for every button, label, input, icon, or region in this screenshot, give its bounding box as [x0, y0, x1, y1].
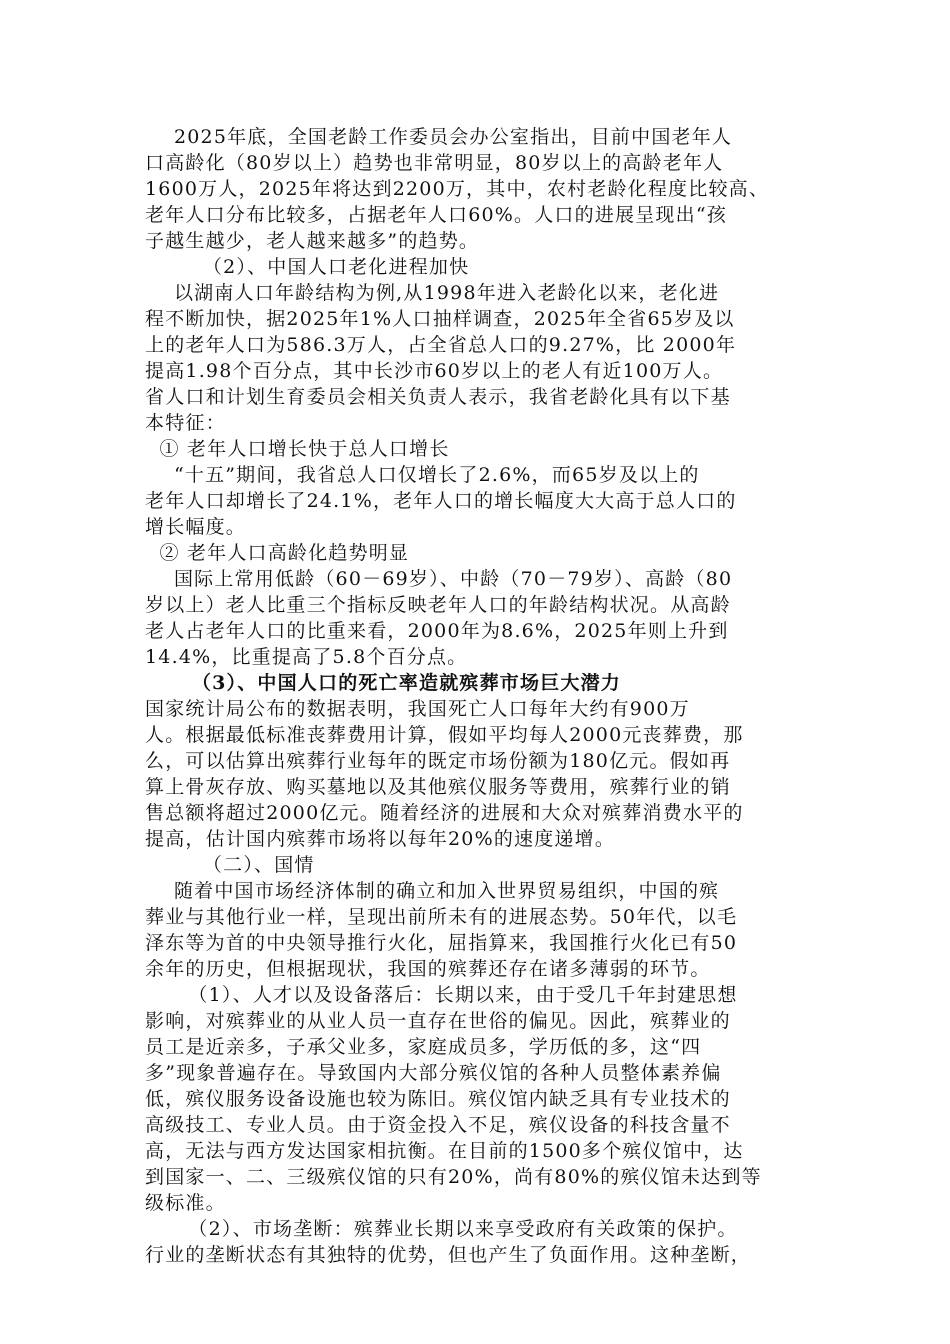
- text-line: 2025年底，全国老龄工作委员会办公室指出，目前中国老年人: [145, 126, 733, 148]
- text-line: 泽东等为首的中央领导推行火化，屈指算来，我国推行火化已有50: [145, 932, 738, 954]
- text-line: （2）、市场垄断：殡葬业长期以来享受政府有关政策的保护。: [145, 1218, 738, 1240]
- text-line: 老年人口分布比较多，占据老年人口60%。人口的进展呈现出“孩: [145, 204, 727, 226]
- text-line: 影响，对殡葬业的从业人员一直存在世俗的偏见。因此，殡葬业的: [145, 1010, 731, 1032]
- text-line: 以湖南人口年龄结构为例,从1998年进入老龄化以来，老化进: [145, 282, 720, 304]
- text-line: 行业的垄断状态有其独特的优势，但也产生了负面作用。这种垄断，: [145, 1244, 752, 1266]
- text-line: 省人口和计划生育委员会相关负责人表示，我省老龄化具有以下基: [145, 386, 731, 408]
- section-heading: （2）、中国人口老化进程加快: [145, 256, 470, 278]
- text-line: 到国家一、二、三级殡仪馆的只有20%，尚有80%的殡仪馆未达到等: [145, 1166, 762, 1188]
- list-item-heading: ① 老年人口增长快于总人口增长: [145, 438, 450, 460]
- text-line: 多”现象普遍存在。导致国内大部分殡仪馆的各种人员整体素养偏: [145, 1062, 722, 1084]
- text-line: 随着中国市场经济体制的确立和加入世界贸易组织，中国的殡: [145, 880, 720, 902]
- text-line: 葬业与其他行业一样，呈现出前所未有的进展态势。50年代，以毛: [145, 906, 738, 928]
- text-line: 1600万人，2025年将达到2200万，其中，农村老龄化程度比较高、: [145, 178, 770, 200]
- text-line: 14.4%，比重提高了5.8个百分点。: [145, 646, 468, 668]
- text-line: 余年的历史，但根据现状，我国的殡葬还存在诸多薄弱的环节。: [145, 958, 711, 980]
- text-line: 老年人口却增长了24.1%，老年人口的增长幅度大大高于总人口的: [145, 490, 737, 512]
- text-line: 国际上常用低龄（60－69岁）、中龄（70－79岁）、高龄（80: [145, 568, 733, 590]
- text-line: 提高1.98个百分点，其中长沙市60岁以上的老人有近100万人。: [145, 360, 724, 382]
- text-line: 国家统计局公布的数据表明，我国死亡人口每年大约有900万: [145, 698, 690, 720]
- text-line: 子越生越少，老人越来越多”的趋势。: [145, 230, 480, 252]
- text-line: 么，可以估算出殡葬行业每年的既定市场份额为180亿元。假如再: [145, 750, 731, 772]
- text-line: 岁以上）老人比重三个指标反映老年人口的年龄结构状况。从高龄: [145, 594, 731, 616]
- text-line: 本特征：: [145, 412, 226, 434]
- text-line: 高级技工、专业人员。由于资金投入不足，殡仪设备的科技含量不: [145, 1114, 731, 1136]
- text-line: 口高龄化（80岁以上）趋势也非常明显，80岁以上的高龄老年人: [145, 152, 724, 174]
- text-line: 上的老年人口为586.3万人，占全省总人口的9.27%，比 2000年: [145, 334, 737, 356]
- text-line: 程不断加快，据2025年1%人口抽样调查，2025年全省65岁及以: [145, 308, 735, 330]
- text-line: 售总额将超过2000亿元。随着经济的进展和大众对殡葬消费水平的: [145, 802, 744, 824]
- text-line: 低，殡仪服务设备设施也较为陈旧。殡仪馆内缺乏具有专业技术的: [145, 1088, 731, 1110]
- section-heading: （二）、国情: [145, 854, 315, 876]
- text-line: 提高，估计国内殡葬市场将以每年20%的速度递增。: [145, 828, 616, 850]
- text-line: 高，无法与西方发达国家相抗衡。在目前的1500多个殡仪馆中，达: [145, 1140, 744, 1162]
- text-line: 老人占老年人口的比重来看，2000年为8.6%，2025年则上升到: [145, 620, 729, 642]
- text-line: 员工是近亲多，子承父业多，家庭成员多，学历低的多，这“四: [145, 1036, 702, 1058]
- text-line: 级标准。: [145, 1192, 226, 1214]
- list-item-heading: ② 老年人口高龄化趋势明显: [145, 542, 410, 564]
- text-line: （1）、人才以及设备落后：长期以来，由于受几千年封建思想: [145, 984, 738, 1006]
- text-line: 人。根据最低标准丧葬费用计算，假如平均每人2000元丧葬费，那: [145, 724, 744, 746]
- text-line: 算上骨灰存放、购买墓地以及其他殡仪服务等费用，殡葬行业的销: [145, 776, 731, 798]
- section-heading: （3）、中国人口的死亡率造就殡葬市场巨大潜力: [145, 672, 622, 694]
- text-line: 增长幅度。: [145, 516, 247, 538]
- text-line: “十五”期间，我省总人口仅增长了2.6%，而65岁及以上的: [145, 464, 700, 486]
